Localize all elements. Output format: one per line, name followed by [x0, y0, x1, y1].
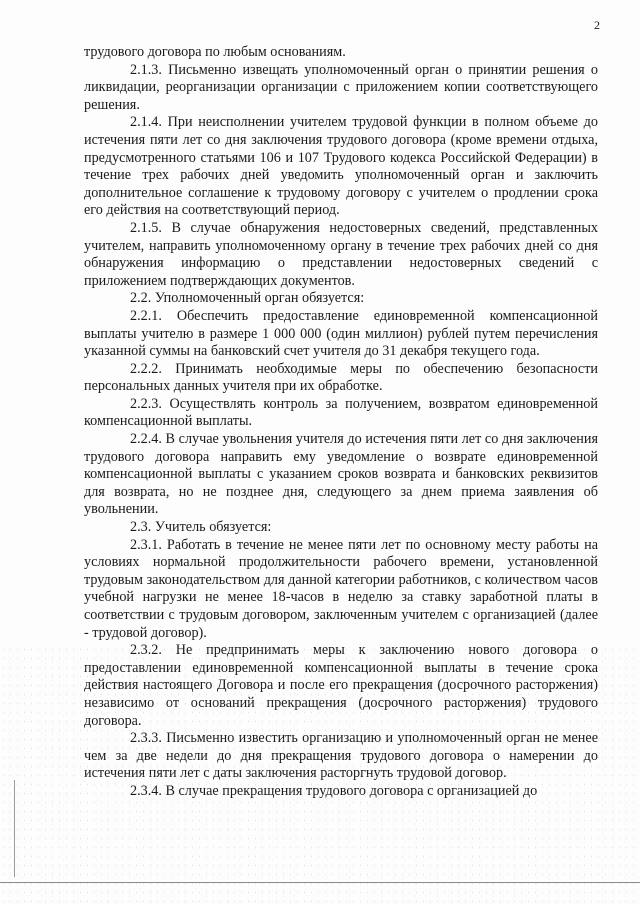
- paragraph-2-3-1: 2.3.1. Работать в течение не менее пяти лет по основному месту работы на условиях нормальной продолжительности рабочего времени, установленной трудовым законодательством для данной категории работников, с количеством часов учебной нагрузки не менее 18-часов в неделю за ставку заработной платы в соответствии с трудовым договором, заключенным учителем с организацией (далее - трудовой договор).: [84, 536, 598, 641]
- paragraph-2-1-5: 2.1.5. В случае обнаружения недостоверных сведений, представленных учителем, направить уполномоченному органу в течение трех рабочих дней со дня обнаружения информацию о представлении недостоверных сведений с приложением подтверждающих документов.: [84, 219, 598, 289]
- scan-edge-line: [14, 780, 15, 877]
- paragraph-2-2-3: 2.2.3. Осуществлять контроль за получением, возвратом единовременной компенсационной выплаты.: [84, 395, 598, 430]
- section-heading-2-3: 2.3. Учитель обязуется:: [130, 519, 272, 536]
- scan-bottom-line: [0, 882, 640, 883]
- section-heading-2-2: 2.2. Уполномоченный орган обязуется:: [130, 290, 365, 307]
- paragraph-2-2-1: 2.2.1. Обеспечить предоставление единовременной компенсационной выплаты учителю в размере 1 000 000 (один миллион) рублей путем перечисления указанной суммы на банковский счет учителя до 31 декабря текущего года.: [84, 307, 598, 360]
- paragraph-2-3-4: 2.3.4. В случае прекращения трудового договора с организацией до: [130, 782, 538, 799]
- paragraph-continuation: трудового договора по любым основаниям.: [84, 44, 346, 60]
- paragraph-2-2-2: 2.2.2. Принимать необходимые меры по обеспечению безопасности персональных данных учителя при их обработке.: [84, 360, 598, 395]
- paragraph-2-1-4: 2.1.4. При неисполнении учителем трудовой функции в полном объеме до истечения пяти лет со дня заключения трудового договора (кроме времени отдыха, предусмотренного статьями 106 и 107 Трудового кодекса Российской Федерации) в течение трех рабочих дней уведомить уполномоченный орган и заключить дополнительное соглашение к трудовому договору с учителем о продлении срока его действия на соответствующий период.: [84, 114, 598, 219]
- page-number: 2: [594, 18, 600, 32]
- paragraph-2-3-2: 2.3.2. Не предпринимать меры к заключению нового договора о предоставлении единовременной компенсационной выплаты в течение срока действия настоящего Договора и после его прекращения (досрочного расторжения) независимо от оснований прекращения (досрочного расторжения) трудового договора.: [84, 642, 598, 729]
- document-body: [84, 44, 598, 801]
- paragraph-2-3-3: 2.3.3. Письменно известить организацию и уполномоченный орган не менее чем за две недели до дня прекращения трудового договора о намерении до истечения пяти лет с даты заключения расторгнуть трудовой договор.: [84, 730, 598, 782]
- paragraph-2-1-3: 2.1.3. Письменно извещать уполномоченный орган о принятии решения о ликвидации, реорганизации организации с приложением копии соответствующего решения.: [84, 61, 598, 113]
- paragraph-2-2-4: 2.2.4. В случае увольнения учителя до истечения пяти лет со дня заключения трудового договора направить ему уведомление о возврате единовременной компенсационной выплаты с указанием сроков возврата и банковских реквизитов для возврата, но не позднее дня, следующего за днем приема заявления об увольнении.: [84, 431, 598, 518]
